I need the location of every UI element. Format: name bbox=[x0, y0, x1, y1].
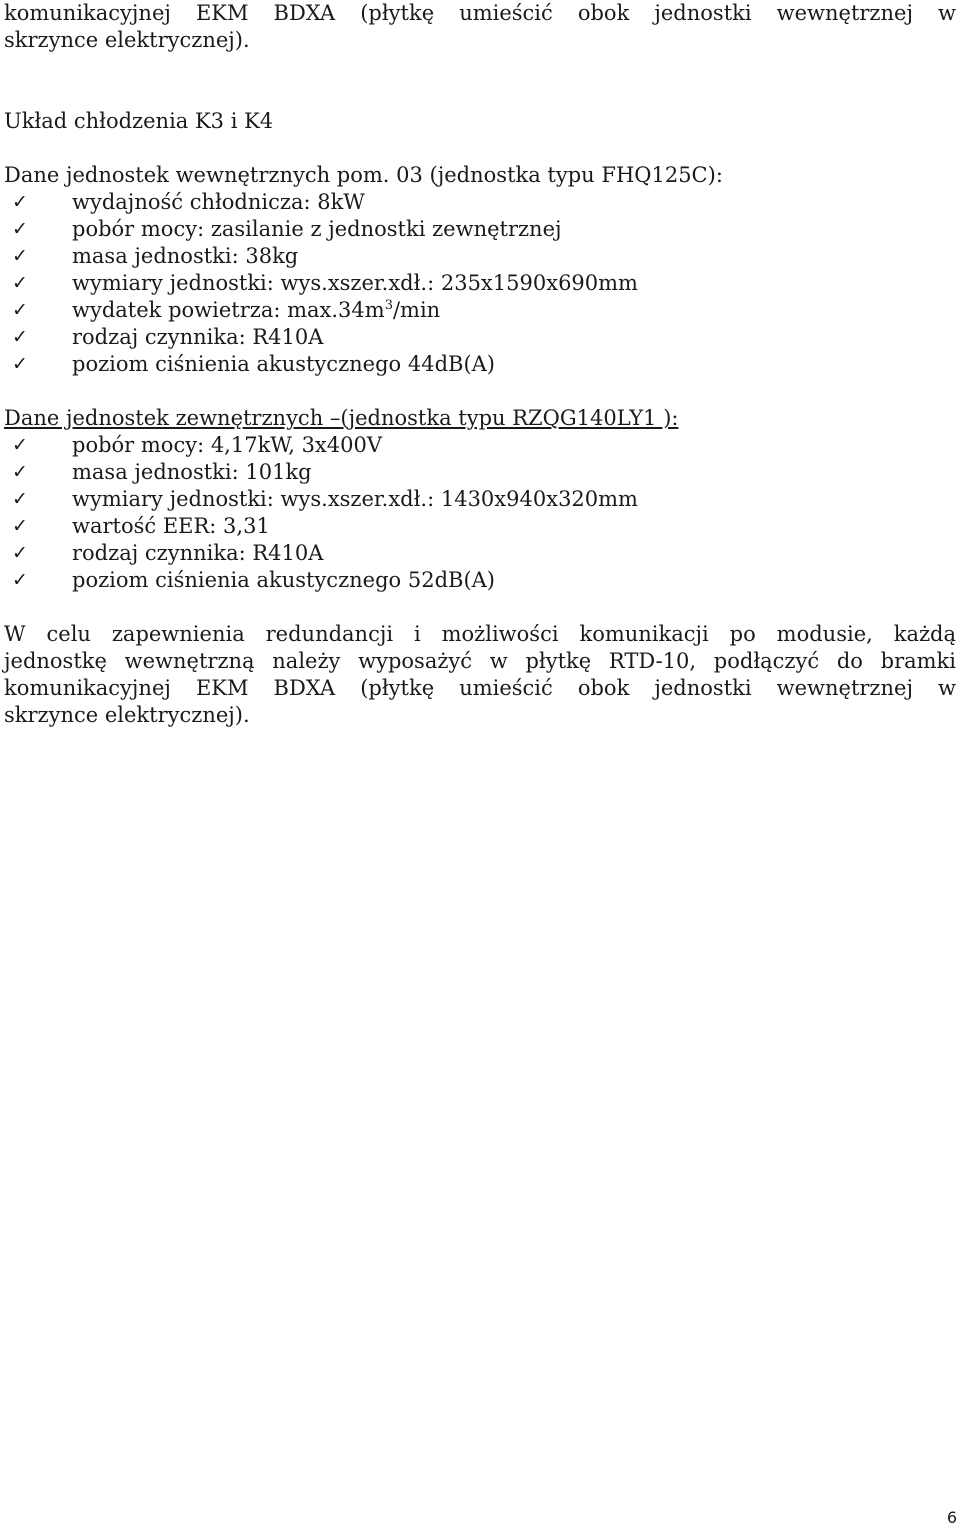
check-icon: ✓ bbox=[12, 515, 28, 537]
list-item: ✓ wymiary jednostki: wys.xszer.xdł.: 1430x940x320mm bbox=[12, 487, 638, 511]
list-item: ✓ poziom ciśnienia akustycznego 44dB(A) bbox=[12, 352, 495, 376]
check-icon: ✓ bbox=[12, 488, 28, 510]
paragraph-line: komunikacyjnej EKM BDXA (płytkę umieścić obok jednostki wewnętrznej w bbox=[4, 676, 956, 700]
list-item: ✓ wartość EER: 3,31 bbox=[12, 514, 270, 538]
bottom-paragraph bbox=[4, 621, 956, 729]
indoor-spec-list bbox=[4, 189, 956, 378]
list-item: ✓ rodzaj czynnika: R410A bbox=[12, 325, 324, 349]
check-icon: ✓ bbox=[12, 434, 28, 456]
section-title: Układ chłodzenia K3 i K4 bbox=[4, 109, 274, 133]
check-icon: ✓ bbox=[12, 326, 28, 348]
check-icon: ✓ bbox=[12, 569, 28, 591]
paragraph-line: komunikacyjnej EKM BDXA (płytkę umieścić obok jednostki wewnętrznej w bbox=[4, 1, 956, 25]
outdoor-heading: Dane jednostek zewnętrznych –(jednostka typu RZQG140LY1 ): bbox=[4, 406, 679, 430]
list-item: ✓ pobór mocy: 4,17kW, 3x400V bbox=[12, 433, 383, 457]
list-item: ✓ rodzaj czynnika: R410A bbox=[12, 541, 324, 565]
outdoor-spec-list bbox=[4, 432, 956, 594]
indoor-heading: Dane jednostek wewnętrznych pom. 03 (jednostka typu FHQ125C): bbox=[4, 163, 723, 187]
paragraph-line: skrzynce elektrycznej). bbox=[4, 28, 250, 52]
paragraph-line: W celu zapewnienia redundancji i możliwości komunikacji po modusie, każdą bbox=[4, 622, 956, 646]
document-page bbox=[4, 0, 956, 729]
list-item: ✓ poziom ciśnienia akustycznego 52dB(A) bbox=[12, 568, 495, 592]
list-item: ✓ pobór mocy: zasilanie z jednostki zewnętrznej bbox=[12, 217, 562, 241]
check-icon: ✓ bbox=[12, 461, 28, 483]
check-icon: ✓ bbox=[12, 272, 28, 294]
check-icon: ✓ bbox=[12, 218, 28, 240]
paragraph-line: jednostkę wewnętrzną należy wyposażyć w płytkę RTD-10, podłączyć do bramki bbox=[4, 649, 956, 673]
list-item: ✓ masa jednostki: 101kg bbox=[12, 460, 312, 484]
top-paragraph bbox=[4, 0, 956, 54]
list-item: ✓ masa jednostki: 38kg bbox=[12, 244, 299, 268]
list-item: ✓ wydatek powietrza: $\max.34m^3/\min$ bbox=[12, 298, 441, 322]
check-icon: ✓ bbox=[12, 542, 28, 564]
check-icon: ✓ bbox=[12, 191, 28, 213]
paragraph-line: skrzynce elektrycznej). bbox=[4, 703, 250, 727]
check-icon: ✓ bbox=[12, 353, 28, 375]
list-item: ✓ wymiary jednostki: wys.xszer.xdł.: 235x1590x690mm bbox=[12, 271, 638, 295]
check-icon: ✓ bbox=[12, 299, 28, 321]
list-item: ✓ wydajność chłodnicza: 8kW bbox=[12, 190, 365, 214]
page-number: 6 bbox=[946, 1508, 957, 1527]
check-icon: ✓ bbox=[12, 245, 28, 267]
superscript: 3 bbox=[384, 298, 393, 313]
